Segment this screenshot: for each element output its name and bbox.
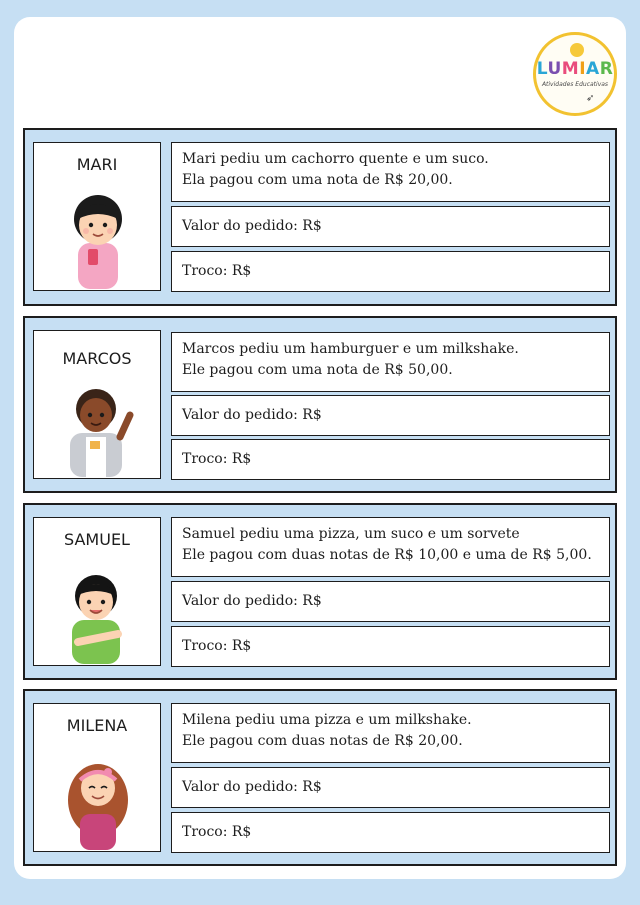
logo-brand: LUMIAR [536,59,614,79]
change-label: Troco: R$ [182,824,252,840]
sun-icon [570,43,584,57]
change-field[interactable] [171,626,610,667]
character-name: MARI [76,155,118,174]
order-value-label: Valor do pedido: R$ [182,779,322,795]
character-panel [33,703,161,852]
character-name: MILENA [66,716,128,735]
order-value-label: Valor do pedido: R$ [182,218,322,234]
boy-marcos-illustration [58,371,138,477]
order-value-label: Valor do pedido: R$ [182,593,322,609]
story-box [171,517,610,577]
logo-subtitle: Atividades Educativas [541,81,609,88]
story-line: Samuel pediu uma pizza, um suco e um sorvete [182,526,520,542]
story-line: Ele pagou com duas notas de R$ 10,00 e uma de R$ 5,00. [182,547,592,563]
exercise-card-marcos [23,316,617,493]
story-line: Mari pediu um cachorro quente e um suco. [182,151,489,167]
character-panel [33,517,161,666]
order-value-field[interactable] [171,767,610,808]
story-box [171,703,610,763]
story-line: Ele pagou com duas notas de R$ 20,00. [182,733,463,749]
character-panel [33,330,161,479]
change-field[interactable] [171,251,610,292]
character-name: MARCOS [62,349,132,368]
paper-plane-icon: ➶ [586,93,595,104]
story-box [171,332,610,392]
girl-mari-illustration [58,183,138,289]
change-label: Troco: R$ [182,451,252,467]
order-value-field[interactable] [171,395,610,436]
character-name: SAMUEL [64,530,130,549]
change-label: Troco: R$ [182,263,252,279]
change-label: Troco: R$ [182,638,252,654]
exercise-card-samuel [23,503,617,680]
boy-samuel-illustration [58,558,138,664]
exercise-card-milena [23,689,617,866]
change-field[interactable] [171,812,610,853]
lumiar-logo [533,32,617,116]
story-line: Ela pagou com uma nota de R$ 20,00. [182,172,453,188]
order-value-label: Valor do pedido: R$ [182,407,322,423]
change-field[interactable] [171,439,610,480]
story-line: Milena pediu uma pizza e um milkshake. [182,712,472,728]
character-panel [33,142,161,291]
order-value-field[interactable] [171,206,610,247]
girl-milena-illustration [58,744,138,850]
order-value-field[interactable] [171,581,610,622]
story-line: Marcos pediu um hamburguer e um milkshake. [182,341,519,357]
story-box [171,142,610,202]
exercise-card-mari [23,128,617,306]
story-line: Ele pagou com uma nota de R$ 50,00. [182,362,453,378]
